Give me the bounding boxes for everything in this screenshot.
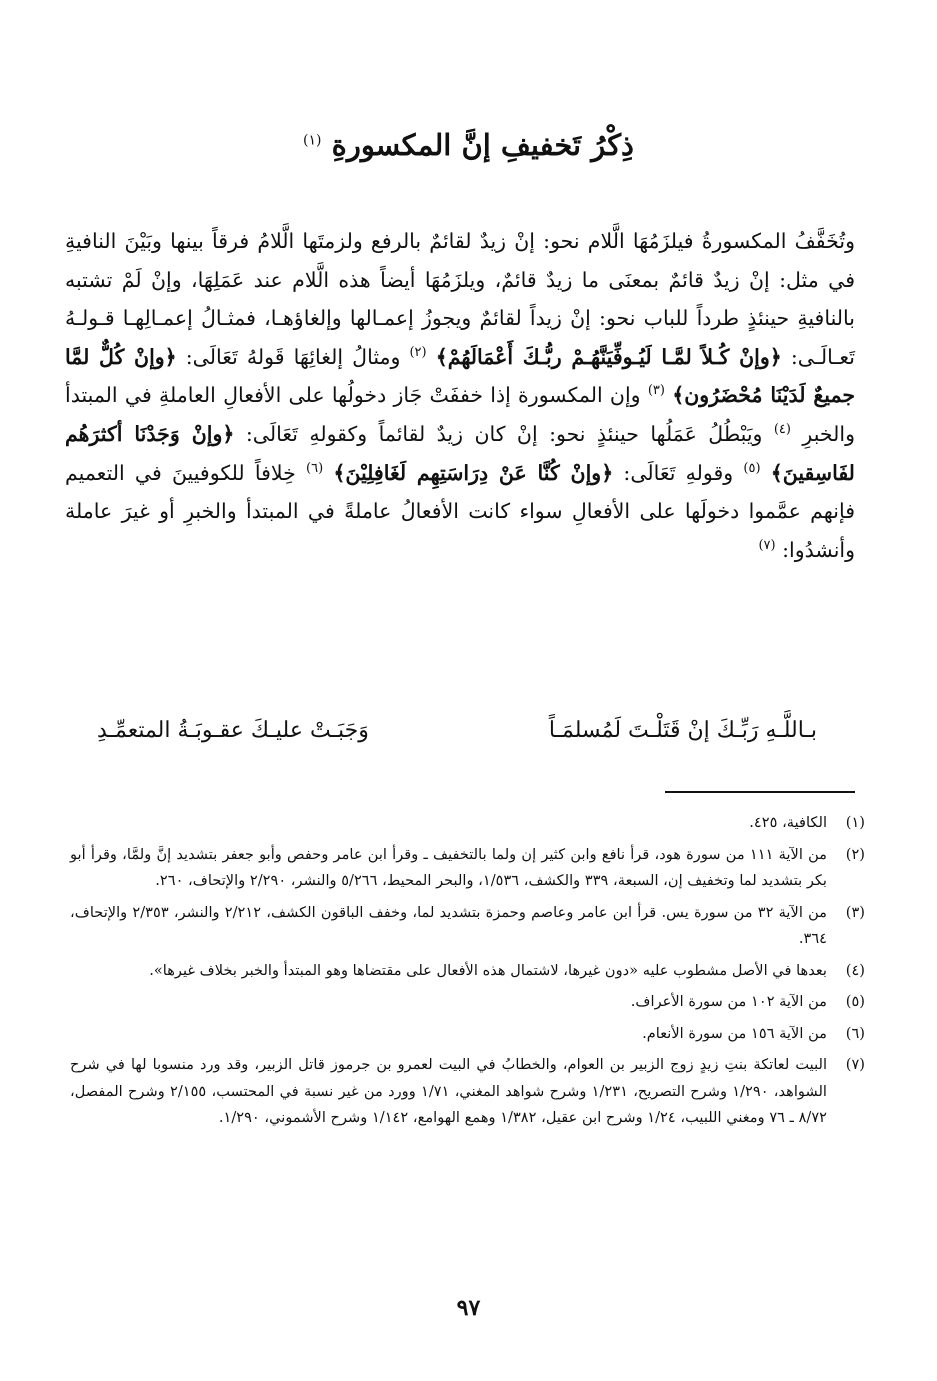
chapter-title <box>0 128 937 162</box>
quran-quote: ﴿وإنْ كُـلاً لمَّـا لَيُـوفِّيَنَّهُـمْ ربُّـكَ أَعْمَالَهُمْ﴾ <box>435 344 782 369</box>
body-text-segment: وقولهِ تَعَالَى: <box>623 460 734 485</box>
poetry-verse <box>97 718 817 743</box>
body-text-segment: ويَبْطُلُ عَمَلُها حينئذٍ نحو: إنْ كان زيدٌ لقائماً وكقولهِ تَعَالَى: <box>245 421 763 446</box>
chapter-title-text: ذِكْرُ تَخفيفِ إنَّ المكسورةِ <box>331 128 634 162</box>
footnote-ref: (٣) <box>647 383 665 399</box>
quran-quote: ﴿وإنْ كُلٌّ لمَّا جميعٌ لَدَيْنَا مُحْضَرُون﴾ <box>65 344 855 408</box>
quran-quote: ﴿وإنْ كُنَّا عَنْ دِرَاسَتِهِم لَغَافِلِيْنَ﴾ <box>333 460 614 485</box>
footnote <box>70 1052 865 1132</box>
footnote-text: من الآية ٣٢ من سورة يس. قرأ ابن عامر وعاصم وحمزة بتشديد لما، وخفف الباقون الكشف، ٢/٢١٢ والنشر، ٢/٣٥٣ والإتحاف، ٣٦٤. <box>70 903 827 947</box>
footnote-separator <box>665 791 855 793</box>
body-text-segment: وإن المكسورة إذا خففَتْ جَاز دخولُها على الأفعالِ العاملةِ في المبتدأ والخبرِ <box>65 383 855 446</box>
footnote-text: من الآية ١٥٦ من سورة الأنعام. <box>642 1024 827 1042</box>
footnote-ref: (٥) <box>743 460 761 476</box>
footnote <box>70 810 865 837</box>
footnote <box>70 989 865 1016</box>
verse-first-hemistich: بـاللَّـهِ رَبِّـكَ إنْ قَتَلْـتَ لَمُسلمَـاً <box>548 718 817 743</box>
footnote-ref: (٤) <box>773 422 791 438</box>
footnote-text: بعدها في الأصل مشطوب عليه «دون غيرها، لاشتمال هذه الأفعال على مقتضاها وهو المبتدأ والخبر بخلاف غيرها». <box>149 961 827 979</box>
body-text-segment: خِلافاً للكوفيينَ في التعميم فإنهم عمَّموا دخولَها على الأفعالِ سواء كانت الأفعالُ عاملةً في المبتدأ والخبرِ أو غيرَ عاملة وأنشدُوا: <box>65 460 855 562</box>
footnote-text: البيت لعاتكة بنتِ زيدٍ زوج الزبير بن العوام، والخطابُ في البيت لعمرو بن جرموز قاتل الزبير، وقد ورد منسوبا لها في شرح الشواهد، ١/٢٩٠ وشرح التصريح، ١/٢٣١ وشرح شواهد المغني، ١/٧١ وورد من غير نسبة في المحتسب، ٢/١٥٥ وشرح المفصل، ٨/٧٢ ـ ٧٦ ومغني اللبيب، ١/٢٤ وشرح ابن عقيل، ١/٣٨٢ وهمع الهوامع، ١/١٤٢ وشرح الأشموني، ١/٢٩٠. <box>70 1056 827 1126</box>
body-paragraph <box>65 222 855 569</box>
footnote-number: (٢) <box>845 845 865 863</box>
footnote-number: (٣) <box>845 903 865 921</box>
main-text <box>65 222 855 569</box>
footnote-number: (٧) <box>845 1056 865 1073</box>
page-number: ٩٧ <box>456 1295 481 1321</box>
quran-quote: ﴿وإنْ وَجَدْنَا أكثرَهُم لفَاسِقينَ﴾ <box>65 421 855 485</box>
body-text-segment: ومثالُ إلغائِهَا قَولهُ تَعَالَى: <box>185 344 401 369</box>
footnote <box>70 958 865 985</box>
footnote-number: (٤) <box>845 961 865 979</box>
footnote <box>70 900 865 953</box>
footnote-ref: (٦) <box>306 460 324 476</box>
footnote-ref: (١) <box>303 132 322 149</box>
footnote <box>70 1021 865 1048</box>
footnote-number: (٥) <box>845 993 865 1010</box>
body-text-segment: وتُخَفَّفُ المكسورةُ فيلزَمُهَا الَّلام نحو: إنْ زيدٌ لقائمٌ بالرفع ولزمتَها الَّلامُ فرقاً بينها وبَيْنَ النافيةِ في مثل: إنْ زيدٌ قائمٌ بمعنَى ما زيدٌ قائمٌ، ويلزَمُهَا أيضاً هذه الَّلام عند عَمَلِهَا، وإنْ لَمْ تشتبه بالنافيةِ حينئذٍ طرداً للباب نحو: إنْ زيداً لقائمٌ ويجوزُ إعمـالها وإلغاؤهـا، فمثـالُ إعمـالِهـا قـولـهُ تَعـالَـى: <box>65 229 855 369</box>
footnote-text: من الآية ١١١ من سورة هود، قرأ نافع وابن كثير إن ولما بالتخفيف ـ وقرأ ابن عامر وحفص وأبو جعفر بتشديد إنَّ ولمَّا، وقرأ أبو بكر بتشديد لما وتخفيف إن، السبعة، ٣٣٩ والكشف، ١/٥٣٦، والبحر المحيط، ٥/٢٦٦ والنشر، ٢/٢٩٠ والإتحاف، ٢٦٠. <box>70 845 828 889</box>
footnote-ref: (٧) <box>758 537 776 553</box>
footnotes <box>70 810 865 1137</box>
footnote-text: من الآية ١٠٢ من سورة الأعراف. <box>630 993 827 1010</box>
footnote-ref: (٢) <box>409 344 427 360</box>
verse-second-hemistich: وَجَبَـتْ عليـكَ عقـوبَـةُ المتعمِّـدِ <box>97 718 369 743</box>
footnote-text: الكافية، ٤٢٥. <box>749 814 827 831</box>
footnote <box>70 842 865 895</box>
footnote-number: (١) <box>845 814 865 831</box>
footnote-number: (٦) <box>845 1024 865 1042</box>
